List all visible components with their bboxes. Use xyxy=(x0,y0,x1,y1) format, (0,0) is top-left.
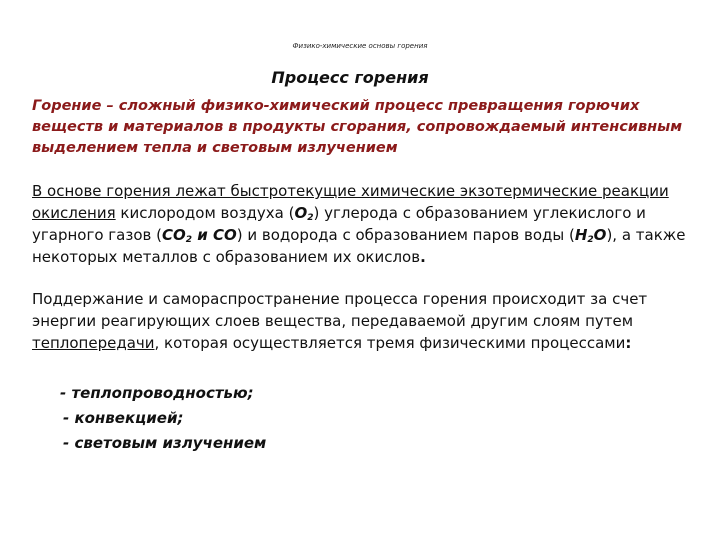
p2-underlined-text: теплопередачи xyxy=(32,334,155,352)
p1-end: . xyxy=(420,248,426,266)
formula-o2: $О_2$ xyxy=(294,204,314,223)
p1-underlined-text: В основе горения лежат быстротекущие химические экзотермические реакции окисления xyxy=(32,182,669,222)
formula-co2-co: $СО_2$ и СО xyxy=(161,226,237,245)
p1-text-4: ), а также некоторых металлов с образованием их окислов xyxy=(32,226,686,266)
list-item: - конвекцией; xyxy=(63,409,184,427)
definition-paragraph: Горение – сложный физико-химический процесс превращения горючих веществ и материалов в продукты сгорания, сопровождаемый интенсивным выделением тепла и световым излучением xyxy=(32,98,683,156)
paragraph-oxidation xyxy=(32,180,702,268)
formula-h2o: $Н_2О$ xyxy=(574,226,607,245)
slide-header: Физико-химические основы горения xyxy=(292,42,428,50)
p1-text-2: ) углерода с образованием углекислого и угарного газов ( xyxy=(32,204,646,244)
process-list xyxy=(60,381,266,456)
list-item: - теплопроводностью; xyxy=(60,384,254,402)
p1-text-3: ) и водорода с образованием паров воды ( xyxy=(236,226,575,244)
slide-title: Процесс горения xyxy=(271,68,429,87)
p2-end: : xyxy=(625,334,632,352)
p1-text-1: кислородом воздуха ( xyxy=(115,204,295,222)
paragraph-propagation xyxy=(32,288,702,354)
list-item: - световым излучением xyxy=(63,434,267,452)
p2-text-2: , которая осуществляется тремя физическими процессами xyxy=(154,334,626,352)
p2-text-1: Поддержание и самораспространение процесса горения происходит за счет энергии реагирующих слоев вещества, передаваемой другим слоям путем xyxy=(32,290,648,330)
